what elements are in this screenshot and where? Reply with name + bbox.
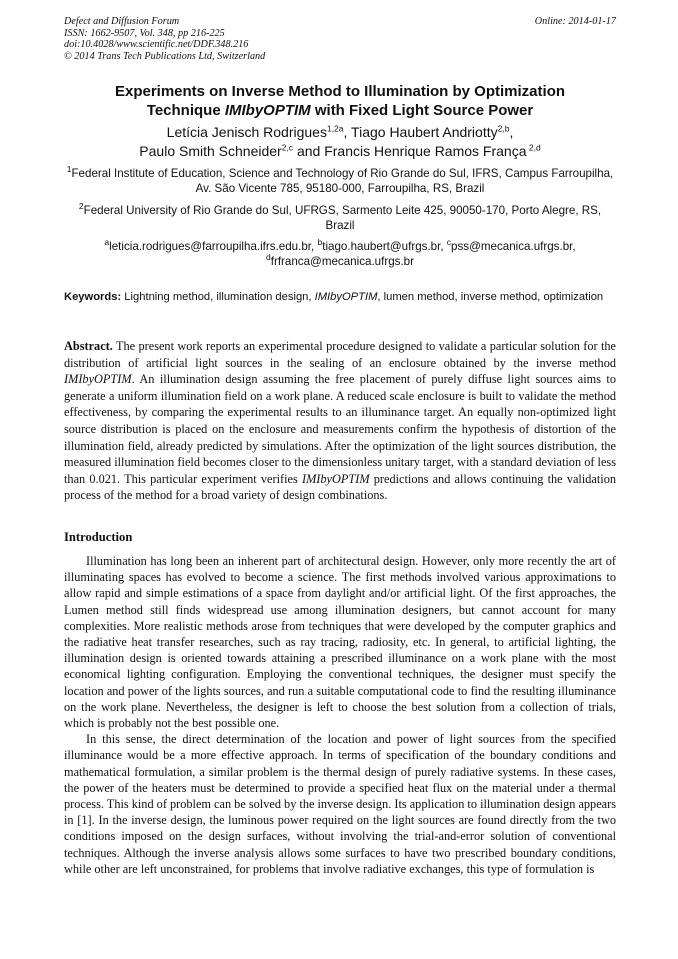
affiliation-mark: 1 (66, 164, 72, 175)
author-affiliation-mark: 1,2a (326, 123, 344, 134)
affiliation-text: Federal University of Rio Grande do Sul, UFRGS, Sarmento Leite 425, 90050-170, Porto Alegre, RS, Brazil (83, 204, 602, 232)
abstract-method-name: IMIbyOPTIM (301, 471, 370, 486)
author-name: Francis Henrique Ramos França (324, 143, 527, 159)
introduction-body (64, 553, 616, 877)
author-separator: and (293, 143, 325, 159)
title-line-1: Experiments on Inverse Method to Illumination by Optimization (114, 83, 566, 100)
affiliation-mark: 2 (78, 201, 84, 212)
author-affiliation-mark: 2,c (281, 142, 294, 153)
email-mark: d (266, 252, 271, 263)
author-line-2 (64, 142, 616, 161)
affiliation-2 (64, 203, 616, 233)
author-separator: , (509, 124, 514, 140)
author-separator: , (343, 124, 352, 140)
title-line-2 (64, 101, 616, 120)
paragraph: Illumination has long been an inherent part of architectural design. However, only more recently the art of illuminating spaces has evolved to become a science. The first methods involved various approximations to allow rapid and simple estimations of a space from daylight and/or artificial light. Of the first approaches, the Lumen method still finds widespread use among illumination designers, but cannot account for many complexities. More realistic methods arose from techniques that were developed by the computer graphics and the radiative heat transfer researches, such as ray tracing, radiosity, etc. In general, to artificial lighting, the illumination design is oriented towards attaining a prescribed illuminance on a work plane with the most economical lighting configuration. Employing the conventional techniques, the designer must specify the location and power of the lights sources, and run a suitable computational code to find the resulting illuminance on the work plane. Nevertheless, the designer is left to choose the best solution from a collection of trials, which is probably not the best possible one. (64, 554, 616, 731)
email-mark: b (317, 237, 323, 248)
author-emails (64, 239, 616, 269)
author-name: Tiago Haubert Andriotty (351, 124, 498, 140)
email-link[interactable]: pss@mecanica.ufrgs.br, (451, 240, 576, 253)
journal-copyright: © 2014 Trans Tech Publications Ltd, Switzerland (64, 50, 266, 62)
email-link[interactable]: leticia.rodrigues@farroupilha.ifrs.edu.br, (109, 240, 315, 253)
author-line-1 (64, 123, 616, 142)
author-name: Letícia Jenisch Rodrigues (166, 124, 327, 140)
title-text: with Fixed Light Source Power (310, 102, 534, 119)
email-link[interactable]: tiago.haubert@ufrgs.br, (322, 240, 444, 253)
section-heading-introduction: Introduction (64, 530, 133, 544)
journal-name: Defect and Diffusion Forum (64, 16, 180, 27)
keywords-label: Keywords: (64, 291, 122, 303)
author-affiliation-mark: 2,b (497, 123, 510, 134)
email-link[interactable]: frfranca@mecanica.ufrgs.br (270, 255, 414, 268)
title-method-name: IMIbyOPTIM (224, 102, 311, 119)
author-affiliation-mark: 2,d (526, 142, 541, 153)
abstract-text: predictions and allows continuing the validation process of the method for a broad variety of design combinations. (64, 471, 616, 503)
abstract-label: Abstract. (64, 339, 113, 353)
email-mark: a (104, 237, 110, 248)
affiliation-1 (64, 166, 616, 196)
keywords (64, 291, 616, 305)
title-text: Technique (146, 102, 225, 119)
keywords-text: Lightning method, illumination design, (121, 291, 315, 303)
journal-issn: ISSN: 1662-9507, Vol. 348, pp 216-225 (64, 27, 225, 39)
author-list (64, 123, 616, 161)
paper-title (64, 82, 616, 120)
abstract-text: . An illumination design assuming the free placement of purely diffuse light sources aims to generate a uniform illumination field on a work plane. A reduced scale enclosure is built to validate the method effectiveness, by comparing the experimental results to an illuminance target. An equally non-optimized light source distribution is placed on the enclosure and measurements confirm the hypothesis of distortion of the illumination field, already predicted by simulations. After the optimization of the light sources distribution, the measured illumination field becomes closer to the dimensionless unitary target, with a standard deviation of less than 0.021. This particular experiment verifies (64, 372, 616, 486)
journal-doi: doi:10.4028/www.scientific.net/DDF.348.216 (64, 39, 249, 50)
paragraph: In this sense, the direct determination of the location and power of light sources from the specified illuminance would be a more effective approach. In terms of specification of the boundary conditions and mathematical formulation, a similar problem is the thermal design of purely radiative systems. In these cases, the power of the heaters must be determined to provide a specified heat flux on the material under a thermal process. This kind of problem can be solved by the inverse design. Its application to illumination design appears in [1]. In the inverse design, the luminous power required on the light sources are found directly from the two conditions imposed on the design surfaces, without involving the trial-and-error solution of conventional techniques. Although the inverse analysis allows some surfaces to have two prescribed boundary conditions, while other are left unconstrained, for problems that involve radiative exchanges, this type of formulation is (64, 732, 616, 876)
abstract (64, 338, 616, 504)
author-name: Paulo Smith Schneider (139, 143, 282, 159)
abstract-text: The present work reports an experimental procedure designed to validate a particular solution for the distribution of artificial light sources in the sealing of an enclosure obtained by the inverse method (64, 339, 616, 370)
affiliation-text: Federal Institute of Education, Science and Technology of Rio Grande do Sul, IFRS, Campus Farroupilha, Av. São Vicente 785, 95180-000, Farroupilha, RS, Brazil (71, 167, 614, 195)
keywords-text: , lumen method, inverse method, optimization (377, 291, 604, 303)
abstract-method-name: IMIbyOPTIM (64, 372, 132, 387)
online-date: Online: 2014-01-17 (534, 16, 616, 27)
email-mark: c (446, 237, 452, 248)
keywords-method-name: IMIbyOPTIM (314, 291, 378, 303)
journal-header (64, 16, 616, 62)
